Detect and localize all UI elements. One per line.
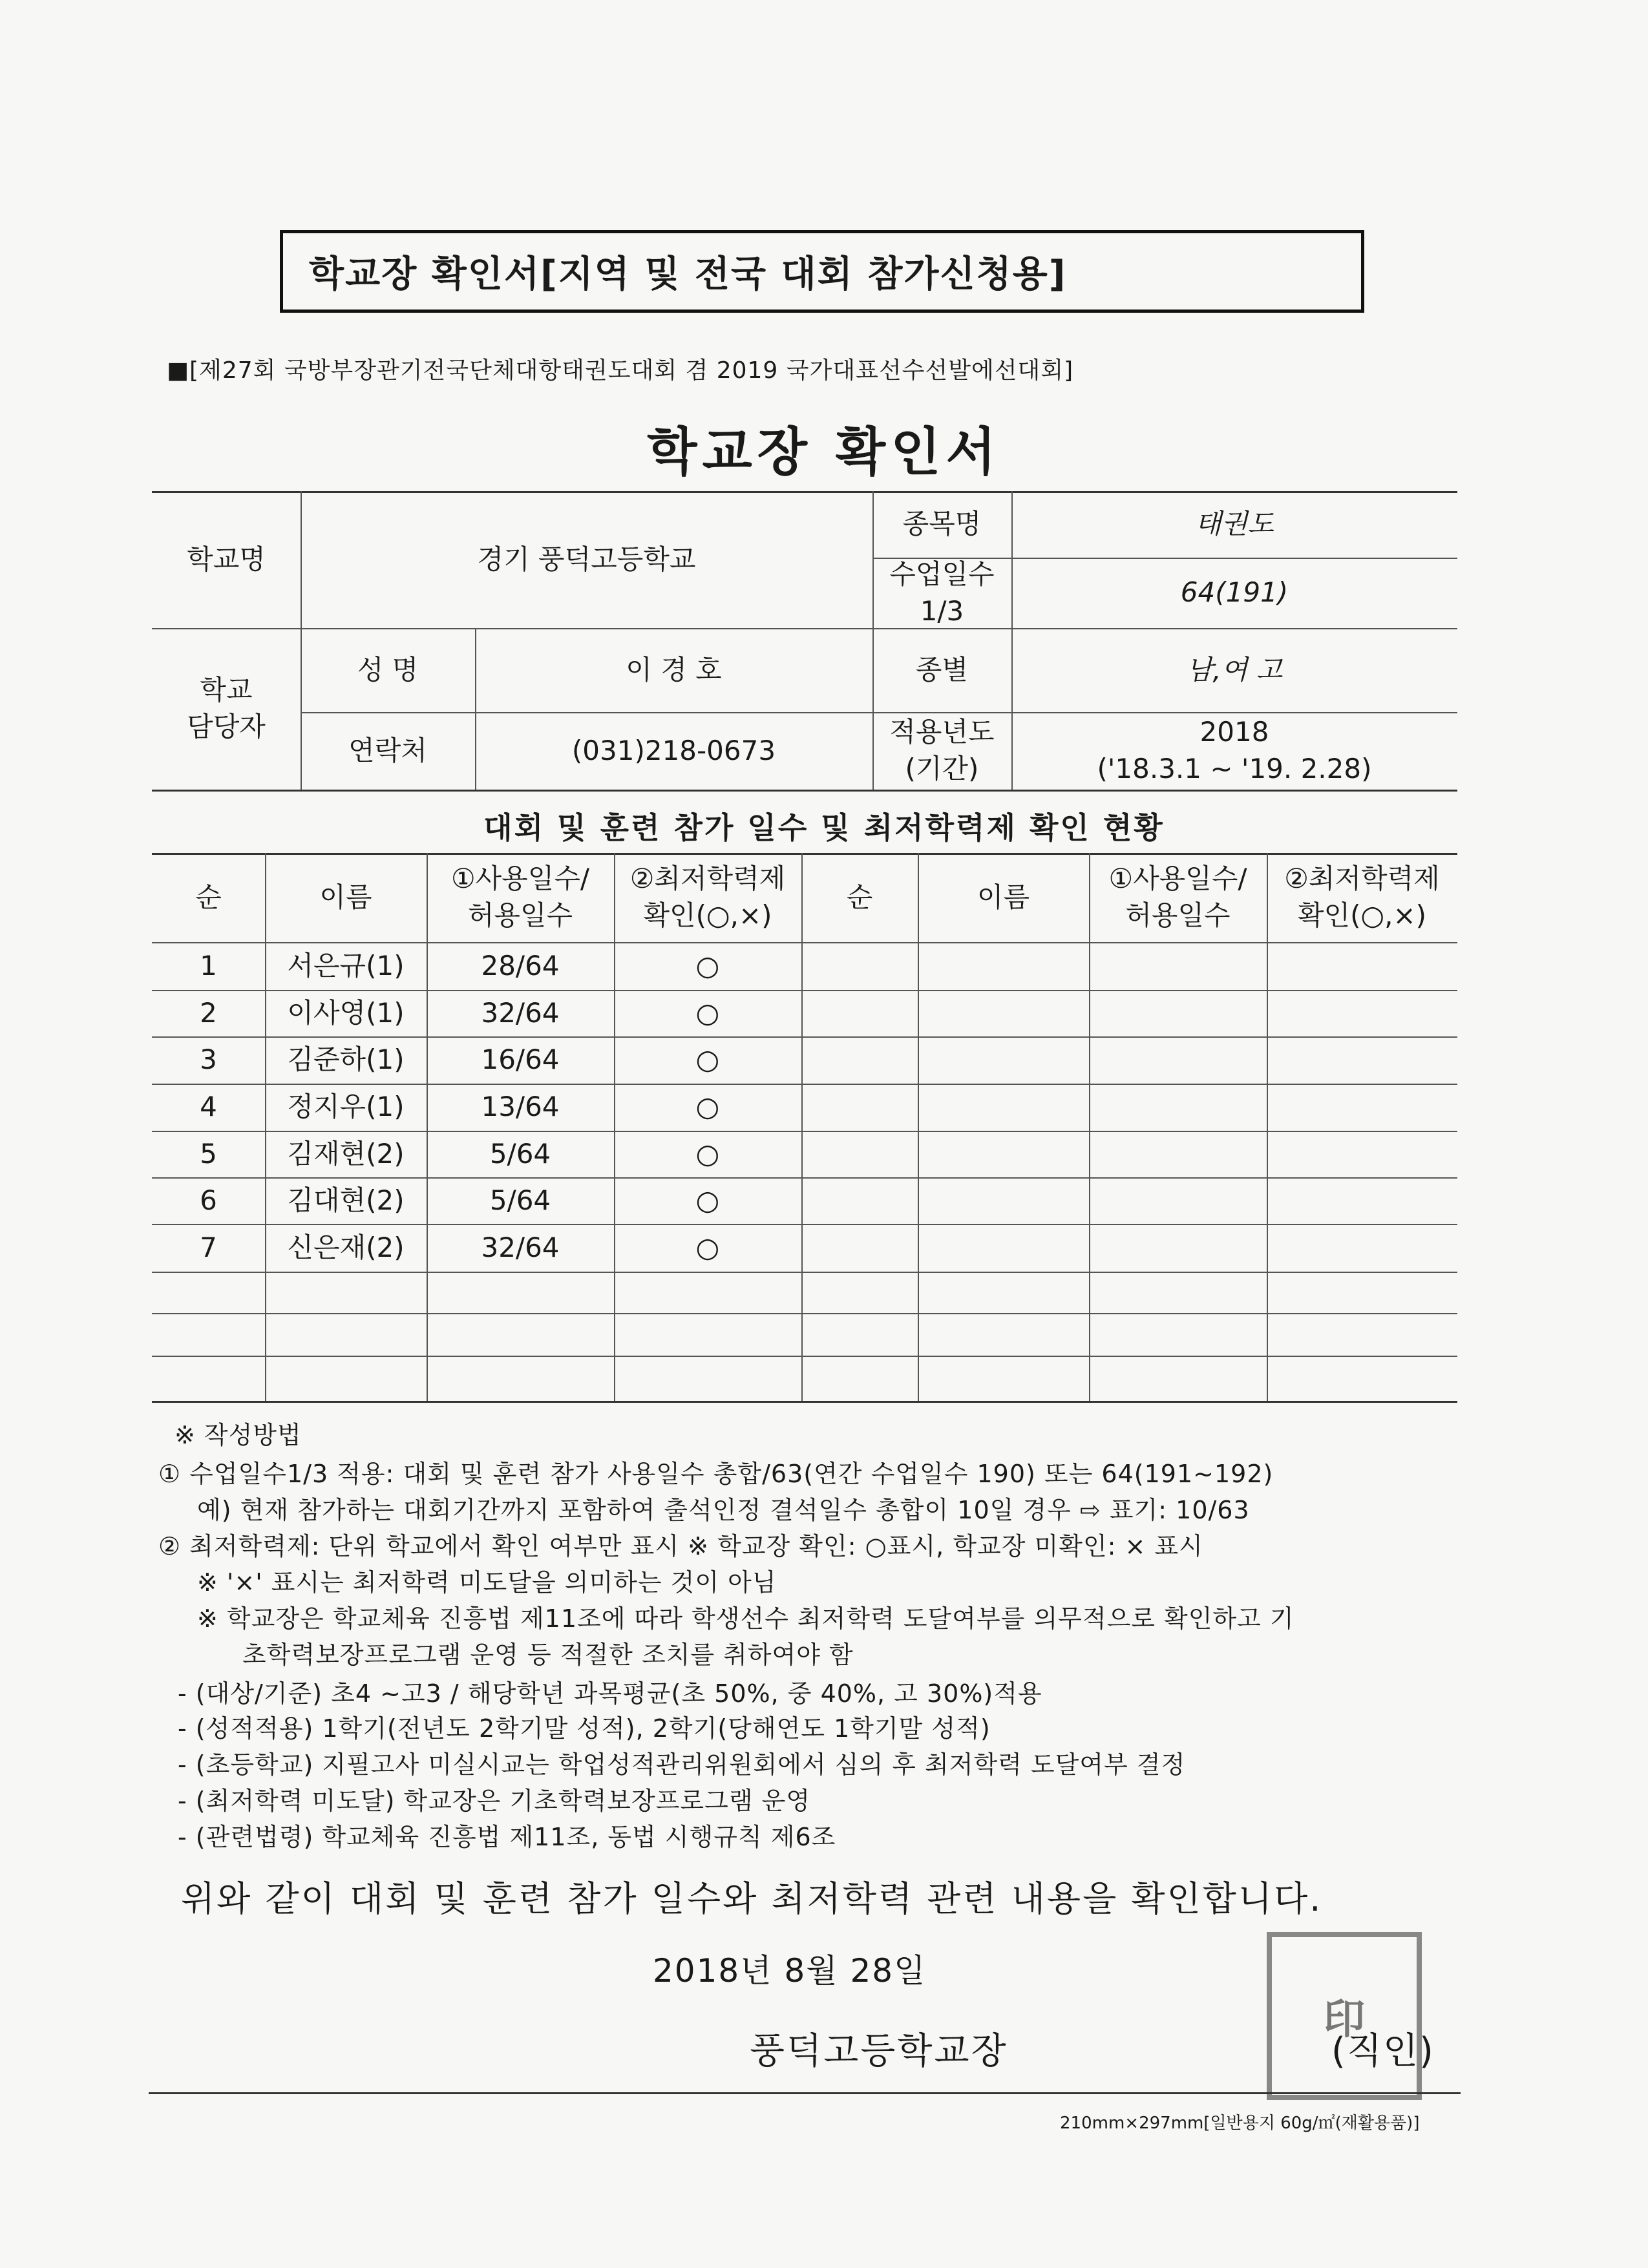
table-rule [152, 1356, 1457, 1357]
note-4b: 초학력보장프로그램 운영 등 적절한 조치를 취하여야 함 [242, 1641, 854, 1669]
row-name: 서은규(1) [287, 949, 405, 982]
row-days: 32/64 [481, 1231, 560, 1263]
row-check: ○ [695, 1231, 720, 1263]
year-label: 적용년도 (기간) [889, 716, 995, 784]
sport-label: 종목명 [902, 508, 982, 540]
row-check: ○ [695, 1044, 720, 1076]
note-1a: ① 수업일수1/3 적용: 대회 및 훈련 참가 사용일수 총합/63(연간 수업일수 190) 또는 64(191~192) [158, 1460, 1274, 1488]
school-name-value: 경기 풍덕고등학교 [477, 543, 696, 575]
row-name: 김준하(1) [287, 1044, 405, 1076]
row-check: ○ [695, 1137, 720, 1170]
class-days-label: 수업일수 1/3 [889, 558, 995, 627]
contact-label: 연락처 [348, 734, 427, 766]
detail-5: - (관련법령) 학교체육 진흥법 제11조, 동법 시행규칙 제6조 [178, 1823, 836, 1851]
school-name-label: 학교명 [187, 543, 266, 575]
row-no: 7 [200, 1231, 217, 1263]
seal-mark: 印 [1324, 1996, 1365, 2044]
detail-3: - (초등학교) 지필고사 미실시교는 학업성적관리위원회에서 심의 후 최저학력 도달여부 결정 [178, 1750, 1186, 1779]
year-value: 2018 [1199, 716, 1269, 748]
row-days: 5/64 [489, 1184, 551, 1216]
official-seal [1267, 1932, 1422, 2100]
confirmation-statement: 위와 같이 대회 및 훈련 참가 일수와 최저학력 관련 내용을 확인합니다. [181, 1878, 1323, 1919]
sport-value: 태권도 [1195, 508, 1274, 540]
event-name: ■[제27회 국방부장관기전국단체대항태권도대회 겸 2019 국가대표선수선발에선대회] [167, 357, 1074, 384]
table-rule [152, 1272, 1457, 1273]
paper-spec: 210mm×297mm[일반용지 60g/㎡(재활용품)] [1060, 2114, 1420, 2133]
row-days: 16/64 [481, 1044, 560, 1076]
contact-value: (031)218-0673 [571, 734, 776, 766]
table-rule [152, 1313, 1457, 1314]
row-no: 6 [200, 1184, 217, 1216]
header-name: 이름 [319, 881, 372, 913]
note-2: ② 최저학력제: 단위 학교에서 확인 여부만 표시 ※ 학교장 확인: ○표시, 학교장 미확인: × 표시 [158, 1532, 1203, 1560]
detail-4: - (최저학력 미도달) 학교장은 기초학력보장프로그램 운영 [178, 1787, 811, 1815]
info-bottom-rule [152, 790, 1457, 792]
main-title: 학교장 확인서 [647, 422, 1001, 482]
gender-label: 종별 [915, 653, 969, 686]
note-4a: ※ 학교장은 학교체육 진흥법 제11조에 따라 학생선수 최저학력 도달여부를 의무적으로 확인하고 기 [197, 1604, 1294, 1633]
row-check: ○ [695, 1091, 720, 1123]
manager-name-label: 성 명 [357, 653, 419, 686]
row-name: 김대현(2) [287, 1184, 405, 1216]
detail-1: - (대상/기준) 초4 ~고3 / 해당학년 과목평균(초 50%, 중 40%, 고 30%)적용 [178, 1679, 1042, 1708]
row-no: 3 [200, 1044, 217, 1076]
class-days-value: 64(191) [1180, 576, 1289, 609]
gender-value: 남,여 고 [1186, 653, 1283, 686]
row-no: 5 [200, 1137, 217, 1170]
row-name: 김재현(2) [287, 1137, 405, 1170]
row-days: 5/64 [489, 1137, 551, 1170]
row-check: ○ [695, 996, 720, 1029]
year-cell [1011, 712, 1457, 790]
header-check-2: ②최저학력제 확인(○,×) [1284, 863, 1440, 931]
note-3: ※ '×' 표시는 최저학력 미도달을 의미하는 것이 아님 [197, 1568, 777, 1597]
header-days-2: ①사용일수/ 허용일수 [1108, 863, 1247, 931]
row-no: 1 [200, 949, 217, 982]
row-check: ○ [695, 1184, 720, 1216]
header-no: 순 [195, 881, 222, 913]
header-check: ②최저학력제 확인(○,×) [629, 863, 786, 931]
detail-2: - (성적적용) 1학기(전년도 2학기말 성적), 2학기(당해연도 1학기말 성적) [178, 1714, 991, 1743]
principal-name: 풍덕고등학교장 [750, 2030, 1008, 2072]
header-days: ①사용일수/ 허용일수 [450, 863, 590, 931]
manager-label: 학교 담당자 [187, 674, 266, 742]
header-no-2: 순 [846, 881, 873, 913]
row-name: 정지우(1) [287, 1091, 405, 1123]
note-1b: 예) 현재 참가하는 대회기간까지 포함하여 출석인정 결석일수 총합이 10일 경우 ⇨ 표기: 10/63 [197, 1496, 1250, 1524]
row-days: 13/64 [481, 1091, 560, 1123]
row-days: 32/64 [481, 996, 560, 1029]
row-name: 이사영(1) [287, 996, 405, 1029]
issue-date: 2018년 8월 28일 [653, 1952, 927, 1990]
row-name: 신은재(2) [287, 1231, 405, 1263]
bottom-rule [149, 2092, 1461, 2094]
row-no: 4 [200, 1091, 217, 1123]
row-check: ○ [695, 949, 720, 982]
section-title: 대회 및 훈련 참가 일수 및 최저학력제 확인 현황 [483, 810, 1165, 845]
table-bottom-rule [152, 1401, 1457, 1403]
seal-label: (직인) [1331, 2030, 1435, 2072]
manager-name-value: 이 경 호 [626, 653, 722, 686]
header-name-2: 이름 [977, 881, 1030, 913]
period-value: ('18.3.1 ~ '19. 2.28) [1097, 753, 1372, 784]
document-title: 학교장 확인서[지역 및 전국 대회 참가신청용] [309, 253, 1067, 295]
document-title-box [280, 230, 1364, 313]
notes-heading: ※ 작성방법 [174, 1421, 302, 1449]
row-days: 28/64 [481, 949, 560, 982]
row-no: 2 [200, 996, 217, 1029]
